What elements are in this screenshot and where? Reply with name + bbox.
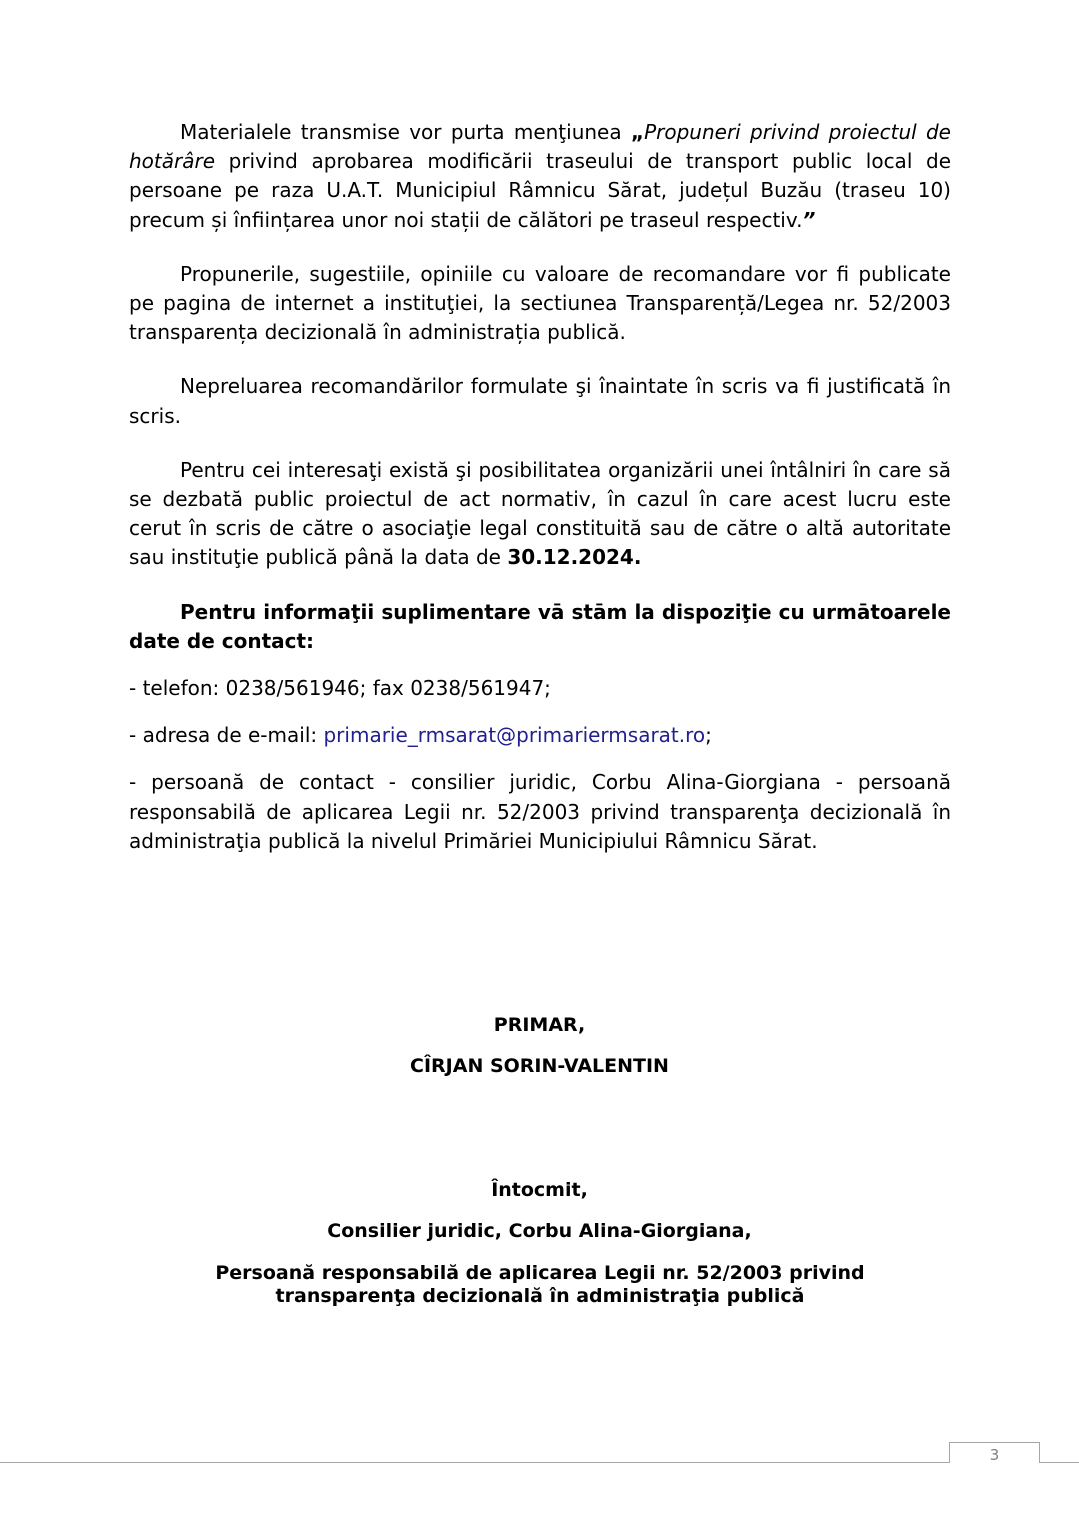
- p4-text: Pentru cei interesaţi există şi posibilitatea organizării unei întâlniri în care să se dezbată public proiectul de act normativ, în cazul în care acest lucru este cerut în scris de către o asociaţie legal constituită sau de către o altă autoritate sau instituţie publică până la data de: [129, 457, 951, 570]
- document-body: [129, 118, 951, 881]
- quote-open: „: [630, 120, 645, 144]
- prepared-label: Întocmit,: [491, 1179, 588, 1201]
- paragraph-materials: [129, 118, 951, 235]
- contact-phone: - telefon: 0238/561946; fax 0238/561947;: [129, 676, 551, 701]
- signature-name: CÎRJAN SORIN-VALENTIN: [410, 1055, 669, 1077]
- footer-line: [0, 1462, 1079, 1463]
- prepared-responsibility: Persoană responsabilă de aplicarea Legii nr. 52/2003 privind transparenţa decizională în administraţia publică: [215, 1262, 865, 1307]
- prepared-author: Consilier juridic, Corbu Alina-Giorgiana,: [327, 1220, 752, 1242]
- deadline-date: 30.12.2024.: [507, 545, 642, 570]
- paragraph-contact-intro: Pentru informaţii suplimentare vā stām la dispoziţie cu urmātoarele date de contact:: [129, 599, 951, 653]
- contact-email: [129, 721, 951, 750]
- quote-close: ”: [802, 207, 816, 232]
- signature-role: PRIMAR,: [493, 1014, 586, 1036]
- email-suffix: ;: [705, 723, 712, 748]
- paragraph-meeting: [129, 456, 951, 573]
- paragraph-recommendations: Nepreluarea recomandărilor formulate şi înaintate în scris va fi justificată în scris.: [129, 374, 951, 428]
- p1-italic: Propuneri privind proiectul de hotărâre: [129, 120, 951, 174]
- p1-text-a: Materialele transmise vor purta menţiunea: [180, 120, 631, 144]
- page-number: 3: [989, 1446, 1000, 1464]
- p1-text-b: privind aprobarea modificării traseului de transport public local de persoane pe raza U.A.T. Municipiul Râmnicu Sărat, județul Buzău (traseu 10) precum și înființarea unor noi stații de călători pe traseul respectiv.: [129, 149, 951, 232]
- email-prefix: - adresa de e-mail:: [129, 723, 324, 748]
- paragraph-proposals: Propunerile, sugestiile, opiniile cu valoare de recomandare vor fi publicate pe pagina de internet a instituţiei, la sectiunea Transparență/Legea nr. 52/2003 transparența decizională în administrația publică.: [129, 261, 951, 345]
- email-link[interactable]: primarie_rmsarat@primariermsarat.ro: [323, 723, 706, 748]
- contact-person: - persoană de contact - consilier juridic, Corbu Alina-Giorgiana - persoană responsabilă de aplicarea Legii nr. 52/2003 privind transparenţa decizională în administraţia publică la nivelul Primăriei Municipiului Râmnicu Sărat.: [129, 770, 951, 853]
